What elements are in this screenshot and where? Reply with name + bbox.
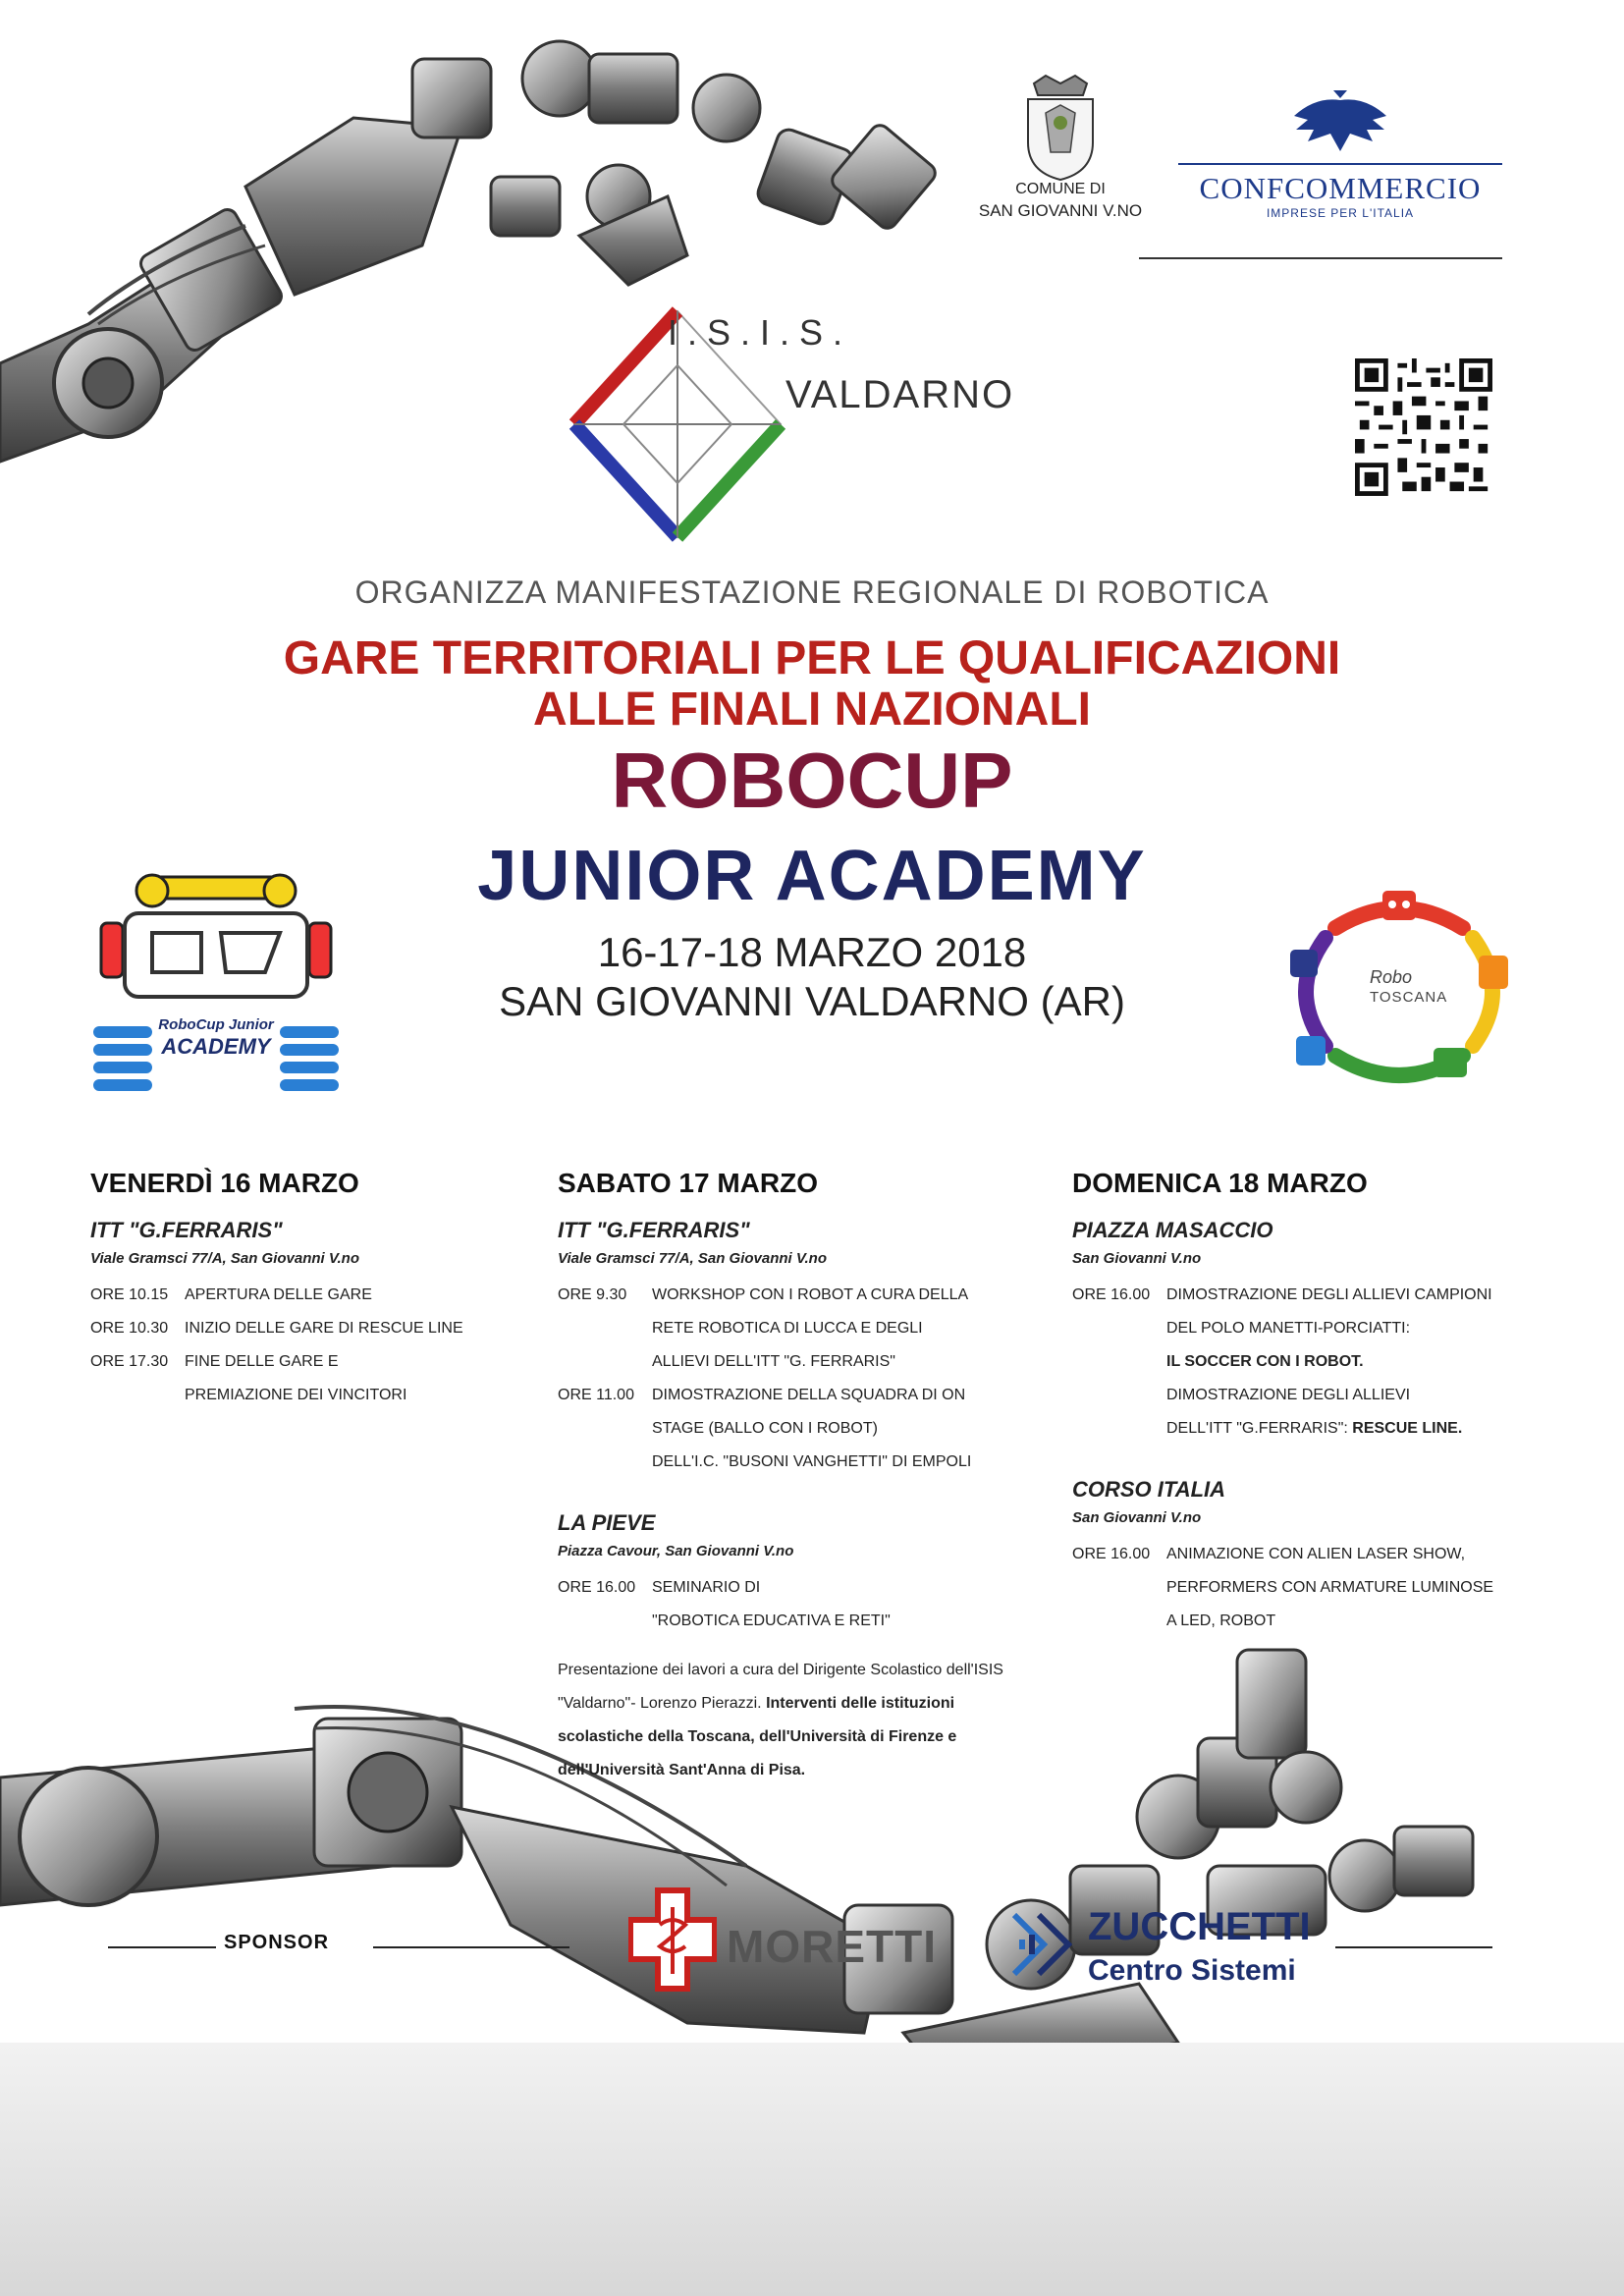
- schedule-text: ANIMAZIONE CON ALIEN LASER SHOW,: [1166, 1546, 1466, 1562]
- schedule-text: RETE ROBOTICA DI LUCCA E DEGLI: [652, 1320, 923, 1337]
- venue-address: Viale Gramsci 77/A, San Giovanni V.no: [90, 1250, 359, 1267]
- organizer-subtitle: ORGANIZZA MANIFESTAZIONE REGIONALE DI ROBOTICA: [354, 574, 1270, 610]
- robocup-junior-academy-logo: [93, 869, 339, 1105]
- schedule-text: INIZIO DELLE GARE DI RESCUE LINE: [185, 1320, 463, 1337]
- schedule-text: ALLIEVI DELL'ITT "G. FERRARIS": [652, 1353, 895, 1370]
- schedule-time: ORE 16.00: [1072, 1286, 1151, 1303]
- schedule-time: ORE 9.30: [558, 1286, 627, 1303]
- isis-name: VALDARNO: [785, 373, 1015, 416]
- schedule-item: [558, 1379, 1009, 1479]
- schedule-text: DIMOSTRAZIONE DEGLI ALLIEVI: [1166, 1387, 1411, 1403]
- comune-line1: COMUNE DI: [1015, 181, 1106, 197]
- junior-academy-title: JUNIOR ACADEMY: [477, 837, 1147, 915]
- schedule-item: [558, 1571, 1009, 1638]
- comune-line2: SAN GIOVANNI V.NO: [978, 201, 1143, 220]
- program-saturday: [558, 1167, 1009, 1787]
- presentation-note: [558, 1654, 1009, 1787]
- program-friday: [90, 1167, 513, 1412]
- day-heading: VENERDÌ 16 MARZO: [90, 1168, 359, 1198]
- moretti-cross-icon: [628, 1886, 717, 1994]
- schedule-text: DELL'ITT "G.FERRARIS":: [1166, 1420, 1353, 1437]
- event-date: 16-17-18 MARZO 2018: [597, 929, 1027, 975]
- moretti-logo-text: MORETTI: [727, 1921, 937, 1972]
- robo-word: Robo: [1370, 967, 1413, 987]
- confcommercio-logo: [1178, 157, 1502, 220]
- venue-name: ITT "G.FERRARIS": [90, 1218, 283, 1242]
- schedule-item: [558, 1279, 1009, 1379]
- schedule-item: [90, 1345, 513, 1412]
- qr-code-icon[interactable]: [1355, 358, 1492, 496]
- toscana-word: TOSCANA: [1370, 989, 1448, 1006]
- schedule-time: ORE 16.00: [558, 1579, 636, 1596]
- day-heading: DOMENICA 18 MARZO: [1072, 1168, 1368, 1198]
- schedule-time: ORE 10.30: [90, 1320, 169, 1337]
- schedule-time: ORE 17.30: [90, 1353, 169, 1370]
- venue-name: ITT "G.FERRARIS": [558, 1218, 750, 1242]
- event-title-line1: GARE TERRITORIALI PER LE QUALIFICAZIONI: [283, 632, 1341, 684]
- comune-caption: [923, 59, 1198, 222]
- venue-address: San Giovanni V.no: [1072, 1250, 1202, 1267]
- confcommercio-sub: IMPRESE PER L'ITALIA: [1266, 206, 1415, 220]
- schedule-text: APERTURA DELLE GARE: [185, 1286, 372, 1303]
- venue-name: CORSO ITALIA: [1072, 1477, 1226, 1502]
- sponsor-band-background: [0, 2043, 1624, 2296]
- schedule-text: WORKSHOP CON I ROBOT A CURA DELLA: [652, 1286, 969, 1303]
- schedule-text: PREMIAZIONE DEI VINCITORI: [185, 1387, 407, 1403]
- schedule-item: [1072, 1279, 1543, 1446]
- robo-toscana-logo: [1276, 879, 1522, 1105]
- schedule-time: ORE 10.15: [90, 1286, 169, 1303]
- isis-initials: I.S.I.S.: [668, 312, 853, 353]
- venue-address: Piazza Cavour, San Giovanni V.no: [558, 1543, 794, 1559]
- event-title-line2: ALLE FINALI NAZIONALI: [533, 683, 1091, 736]
- rcja-line1: RoboCup Junior: [158, 1016, 274, 1033]
- event-title: [0, 633, 1624, 736]
- venue-name: PIAZZA MASACCIO: [1072, 1218, 1273, 1242]
- schedule-item: [90, 1279, 513, 1312]
- zucchetti-logo-icon: [1009, 1905, 1078, 1984]
- sponsor-divider-left: [108, 1946, 216, 1948]
- schedule-text: DELL'I.C. "BUSONI VANGHETTI" DI EMPOLI: [652, 1453, 972, 1470]
- zucchetti-logo-text: ZUCCHETTI: [1088, 1905, 1311, 1948]
- header-divider: [1139, 257, 1502, 259]
- schedule-text: STAGE (BALLO CON I ROBOT): [652, 1420, 878, 1437]
- presentation-plain: Presentazione dei lavori a cura del Dirigente Scolastico dell'ISIS "Valdarno"- Lorenzo Pierazzi.: [558, 1662, 1003, 1712]
- program-sunday: [1072, 1167, 1543, 1638]
- rcja-line2: ACADEMY: [161, 1034, 271, 1059]
- schedule-time: ORE 11.00: [558, 1387, 634, 1403]
- robot-arm-top-illustration: [0, 0, 943, 550]
- schedule-text: FINE DELLE GARE E: [185, 1353, 339, 1370]
- sponsor-divider-mid: [373, 1946, 569, 1948]
- schedule-text: SEMINARIO DI: [652, 1579, 761, 1596]
- schedule-text: "ROBOTICA EDUCATIVA E RETI": [652, 1613, 891, 1629]
- zucchetti-subtitle: Centro Sistemi: [1088, 1954, 1296, 1987]
- schedule-item: [90, 1312, 513, 1345]
- schedule-item: [1072, 1538, 1543, 1638]
- schedule-time: ORE 16.00: [1072, 1546, 1151, 1562]
- schedule-text: DIMOSTRAZIONE DEGLI ALLIEVI CAMPIONI: [1166, 1286, 1492, 1303]
- schedule-text: DIMOSTRAZIONE DELLA SQUADRA DI ON: [652, 1387, 966, 1403]
- robocup-title: ROBOCUP: [611, 737, 1013, 824]
- confcommercio-eagle-icon: [1286, 86, 1394, 155]
- day-heading: SABATO 17 MARZO: [558, 1168, 818, 1198]
- schedule-text: DEL POLO MANETTI-PORCIATTI:: [1166, 1320, 1411, 1337]
- confcommercio-name: CONFCOMMERCIO: [1178, 163, 1502, 206]
- schedule-text-bold: IL SOCCER CON I ROBOT.: [1166, 1353, 1364, 1370]
- schedule-text: A LED, ROBOT: [1166, 1613, 1276, 1629]
- robocup-robot-icon: [93, 869, 339, 1105]
- presentation-bold: Interventi delle istituzioni scolastiche della Toscana, dell'Università di Firenze e dell'Università Sant'Anna di Pisa.: [558, 1695, 957, 1778]
- venue-name: LA PIEVE: [558, 1510, 656, 1535]
- sponsor-divider-right: [1335, 1946, 1492, 1948]
- venue-address: Viale Gramsci 77/A, San Giovanni V.no: [558, 1250, 827, 1267]
- sponsor-label: SPONSOR: [224, 1932, 330, 1953]
- schedule-text-bold: RESCUE LINE.: [1352, 1420, 1463, 1437]
- event-place: SAN GIOVANNI VALDARNO (AR): [499, 978, 1125, 1024]
- schedule-text: PERFORMERS CON ARMATURE LUMINOSE: [1166, 1579, 1494, 1596]
- venue-address: San Giovanni V.no: [1072, 1509, 1202, 1526]
